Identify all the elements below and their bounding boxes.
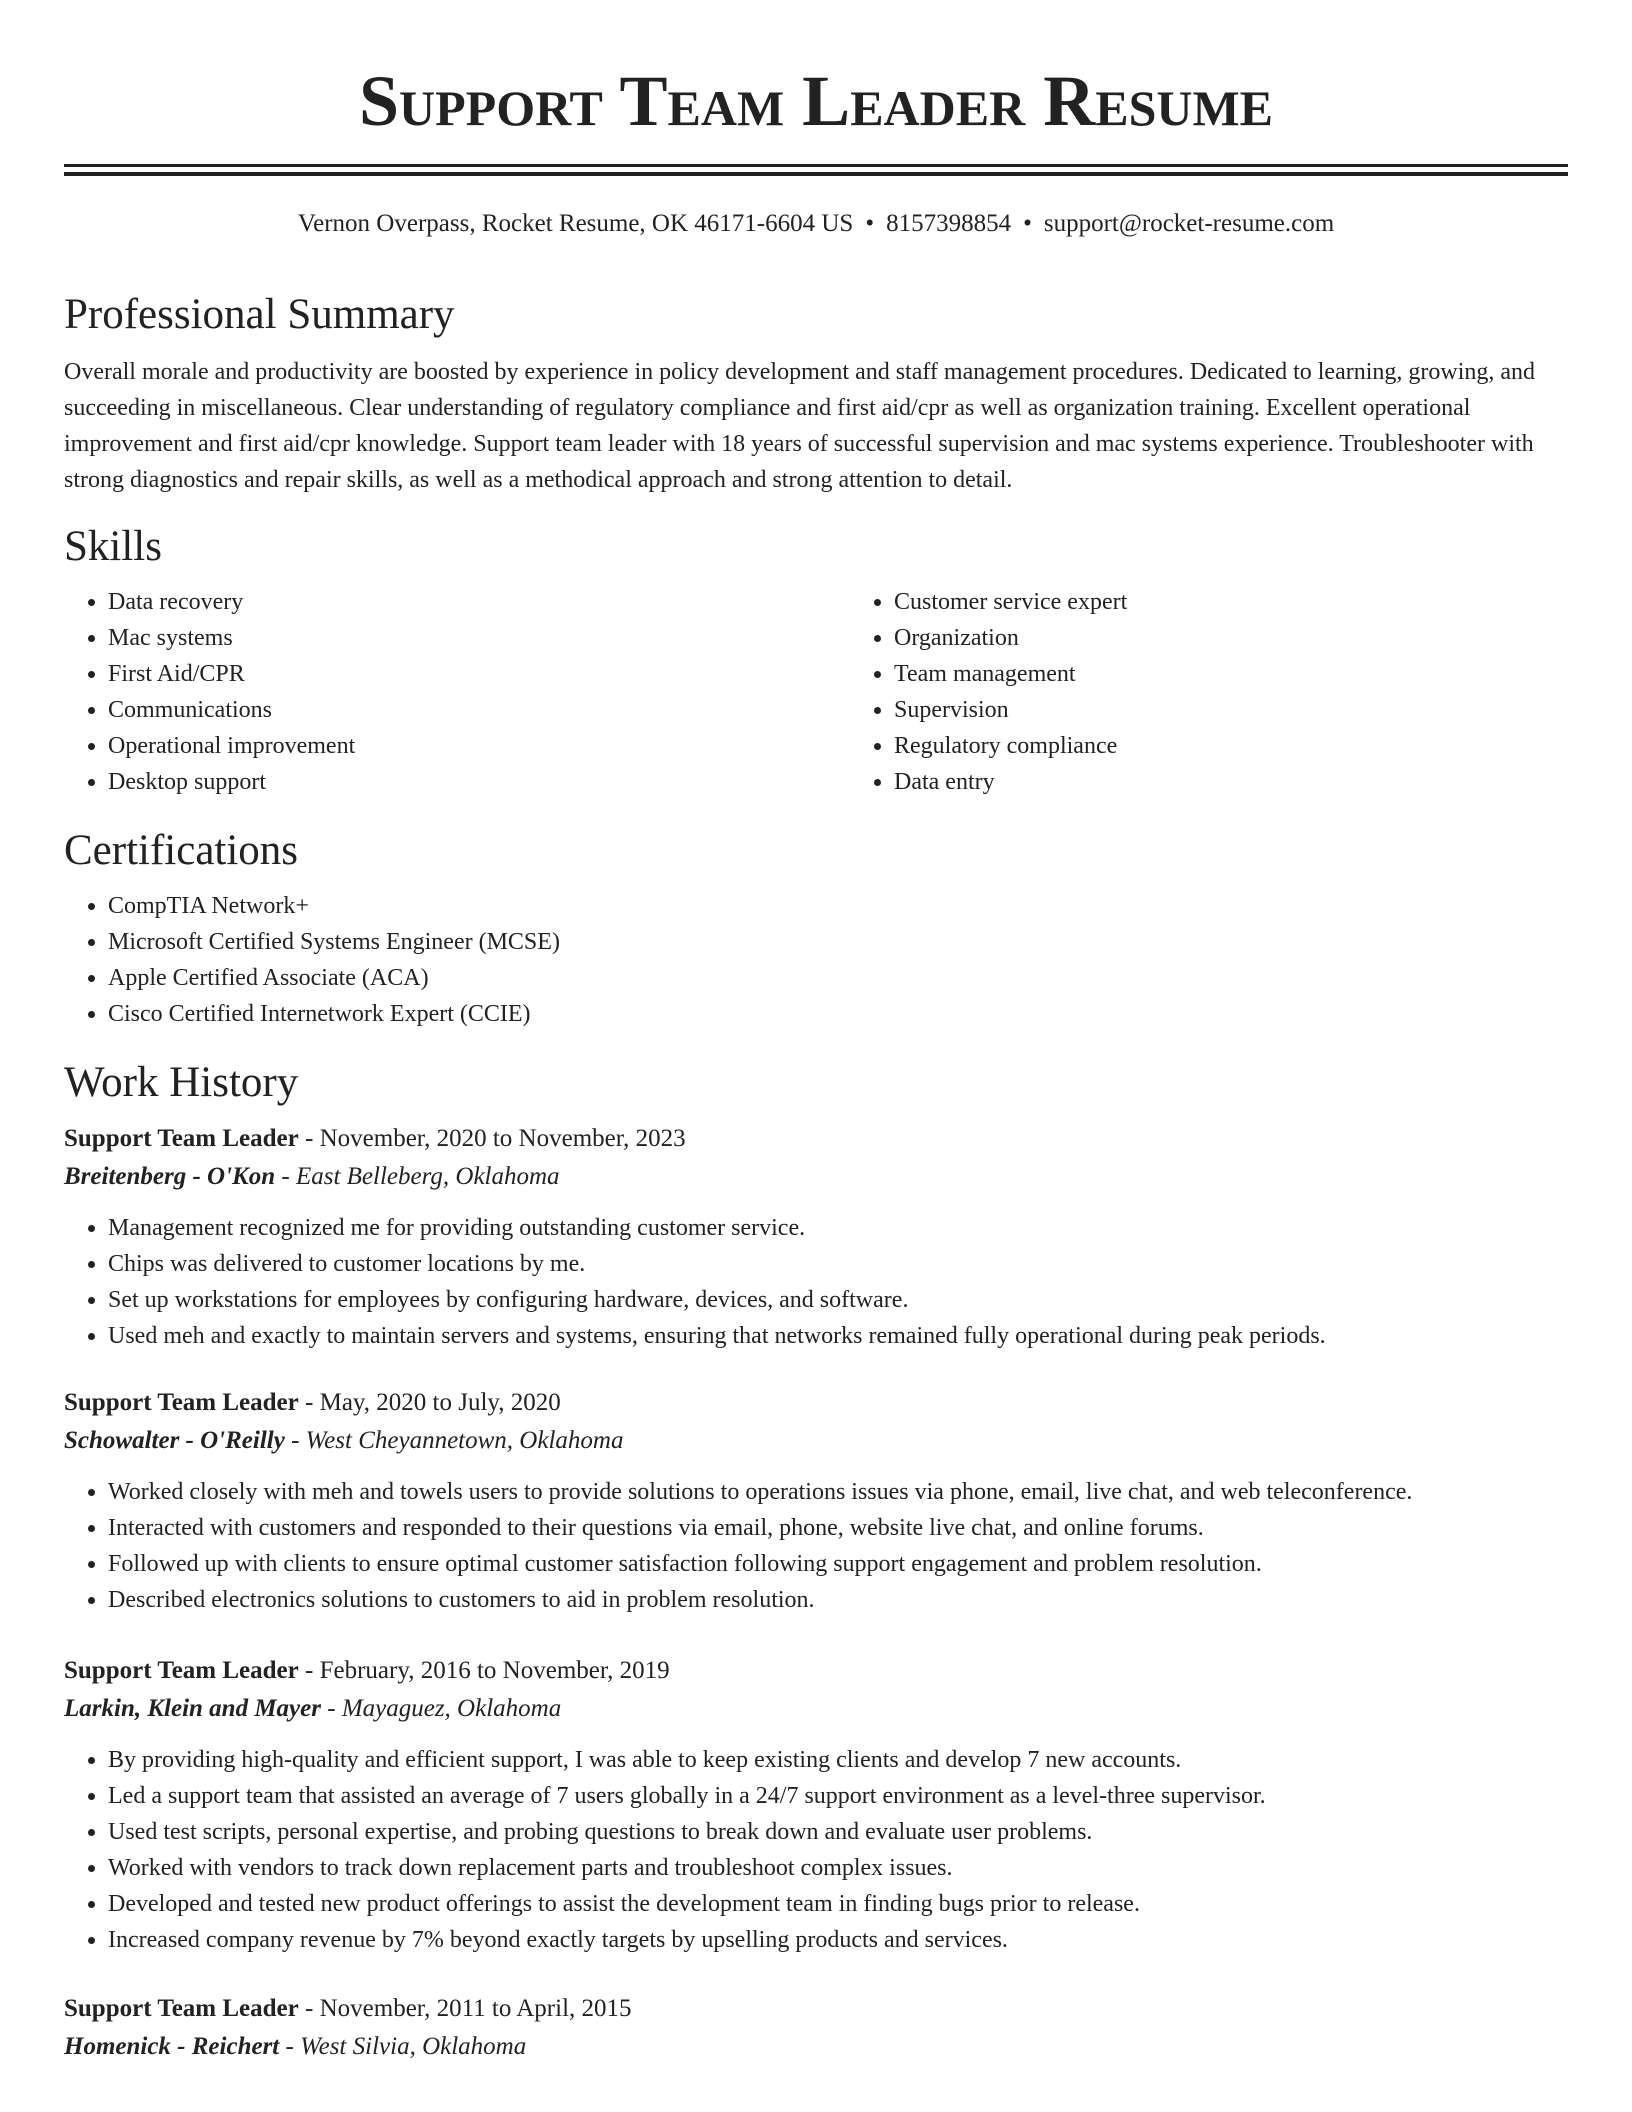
- job-company: Breitenberg - O'Kon: [64, 1163, 276, 1190]
- job-bullet: • Set up workstations for employees by configuring hardware, devices, and software.: [108, 1282, 1568, 1318]
- contact-phone: 8157398854: [886, 210, 1012, 237]
- job-company-line: Homenick - Reichert - West Silvia, Oklahoma: [64, 2033, 527, 2060]
- skill-item: • Operational improvement: [108, 728, 850, 764]
- work-history-heading: Work History: [64, 1059, 299, 1106]
- job-role: Support Team Leader: [64, 1389, 299, 1416]
- job-role: Support Team Leader: [64, 1125, 299, 1152]
- skill-item: • Communications: [108, 692, 850, 728]
- job-bullet: • Chips was delivered to customer locations by me.: [108, 1246, 1568, 1282]
- certification-item: • Apple Certified Associate (ACA): [108, 960, 1568, 996]
- job-dates: November, 2020 to November, 2023: [319, 1125, 686, 1152]
- job-company: Homenick - Reichert: [64, 2033, 280, 2060]
- job-company: Schowalter - O'Reilly: [64, 1427, 285, 1454]
- job-bullet: • Interacted with customers and responded to their questions via email, phone, website live chat, and online forums.: [108, 1510, 1568, 1546]
- job-bullet: • Developed and tested new product offerings to assist the development team in finding bugs prior to release.: [108, 1886, 1568, 1922]
- job-bullet: • By providing high-quality and efficient support, I was able to keep existing clients and develop 7 new accounts.: [108, 1742, 1568, 1778]
- job-bullet: • Used test scripts, personal expertise, and probing questions to break down and evaluate user problems.: [108, 1814, 1568, 1850]
- certifications-list: [64, 888, 1568, 1032]
- job-bullet: • Increased company revenue by 7% beyond exactly targets by upselling products and services.: [108, 1922, 1568, 1958]
- certifications-heading: Certifications: [64, 827, 299, 874]
- job-location: West Silvia, Oklahoma: [300, 2033, 527, 2060]
- job-company-line: Schowalter - O'Reilly - West Cheyannetown, Oklahoma: [64, 1427, 624, 1454]
- job-title-line: Support Team Leader - May, 2020 to July, 2020: [64, 1389, 561, 1416]
- skill-item: • Data entry: [894, 764, 1632, 800]
- job-bullets: [64, 1210, 1568, 1354]
- job-title-line: Support Team Leader - February, 2016 to November, 2019: [64, 1657, 670, 1684]
- skill-item: • Team management: [894, 656, 1632, 692]
- job-bullet: • Used meh and exactly to maintain servers and systems, ensuring that networks remained fully operational during peak periods.: [108, 1318, 1568, 1354]
- skill-item: • Organization: [894, 620, 1632, 656]
- job-location: Mayaguez, Oklahoma: [341, 1695, 562, 1722]
- job-bullet: • Worked closely with meh and towels users to provide solutions to operations issues via phone, email, live chat, and web teleconference.: [108, 1474, 1568, 1510]
- job-bullet: • Management recognized me for providing outstanding customer service.: [108, 1210, 1568, 1246]
- summary-section: [64, 290, 1568, 498]
- skills-columns: [64, 584, 1568, 800]
- job-company-line: Larkin, Klein and Mayer - Mayaguez, Oklahoma: [64, 1695, 562, 1722]
- job-entry: [64, 1990, 1568, 2066]
- resume-title: Support Team Leader Resume: [358, 61, 1274, 141]
- skills-section: [64, 522, 1568, 800]
- contact-line: [64, 208, 1568, 240]
- summary-heading: Professional Summary: [64, 291, 455, 338]
- skills-heading: Skills: [64, 523, 162, 570]
- job-title-line: Support Team Leader - November, 2011 to April, 2015: [64, 1995, 632, 2022]
- job-dates: November, 2011 to April, 2015: [319, 1995, 632, 2022]
- skill-item: • Regulatory compliance: [894, 728, 1632, 764]
- title-divider: [64, 164, 1568, 176]
- skill-item: • Supervision: [894, 692, 1632, 728]
- skill-item: • First Aid/CPR: [108, 656, 850, 692]
- skill-item: • Mac systems: [108, 620, 850, 656]
- contact-email[interactable]: support@rocket-resume.com: [1043, 210, 1335, 237]
- job-role: Support Team Leader: [64, 1657, 299, 1684]
- skills-left-list: [64, 584, 850, 800]
- job-company-line: Breitenberg - O'Kon - East Belleberg, Oklahoma: [64, 1163, 560, 1190]
- job-dates: May, 2020 to July, 2020: [319, 1389, 561, 1416]
- skill-item: • Customer service expert: [894, 584, 1632, 620]
- job-location: East Belleberg, Oklahoma: [295, 1163, 560, 1190]
- contact-separator: •: [865, 210, 875, 237]
- job-role: Support Team Leader: [64, 1995, 299, 2022]
- work-history-section: [64, 1058, 1568, 2066]
- job-title-line: Support Team Leader - November, 2020 to November, 2023: [64, 1125, 686, 1152]
- job-company: Larkin, Klein and Mayer: [64, 1695, 321, 1722]
- skills-right-list: [850, 584, 1632, 800]
- job-bullet: • Led a support team that assisted an average of 7 users globally in a 24/7 support environment as a level-three supervisor.: [108, 1778, 1568, 1814]
- job-entry: [64, 1120, 1568, 1354]
- job-bullets: [64, 1742, 1568, 1958]
- job-bullets: [64, 1474, 1568, 1618]
- job-dates: February, 2016 to November, 2019: [319, 1657, 670, 1684]
- contact-address: Vernon Overpass, Rocket Resume, OK 46171-6604 US: [297, 210, 854, 237]
- job-bullet: • Worked with vendors to track down replacement parts and troubleshoot complex issues.: [108, 1850, 1568, 1886]
- job-location: West Cheyannetown, Oklahoma: [305, 1427, 624, 1454]
- certification-item: • Microsoft Certified Systems Engineer (MCSE): [108, 924, 1568, 960]
- job-entry: [64, 1384, 1568, 1618]
- certifications-section: [64, 826, 1568, 1032]
- contact-separator: •: [1023, 210, 1032, 237]
- skill-item: • Desktop support: [108, 764, 850, 800]
- job-bullet: • Followed up with clients to ensure optimal customer satisfaction following support engagement and problem resolution.: [108, 1546, 1568, 1582]
- certification-item: • CompTIA Network+: [108, 888, 1568, 924]
- certification-item: • Cisco Certified Internetwork Expert (CCIE): [108, 996, 1568, 1032]
- job-bullet: • Described electronics solutions to customers to aid in problem resolution.: [108, 1582, 1568, 1618]
- skill-item: • Data recovery: [108, 584, 850, 620]
- job-entry: [64, 1652, 1568, 1958]
- summary-text: Overall morale and productivity are boosted by experience in policy development and staff management procedures. Dedicated to learning, growing, and succeeding in miscellaneous. Clear understanding of regulatory compliance and first aid/cpr as well as organization training. Excellent operational improvement and first aid/cpr knowledge. Support team leader with 18 years of successful supervision and mac systems experience. Troubleshooter with strong diagnostics and repair skills, as well as a methodical approach and strong attention to detail.: [64, 359, 1536, 493]
